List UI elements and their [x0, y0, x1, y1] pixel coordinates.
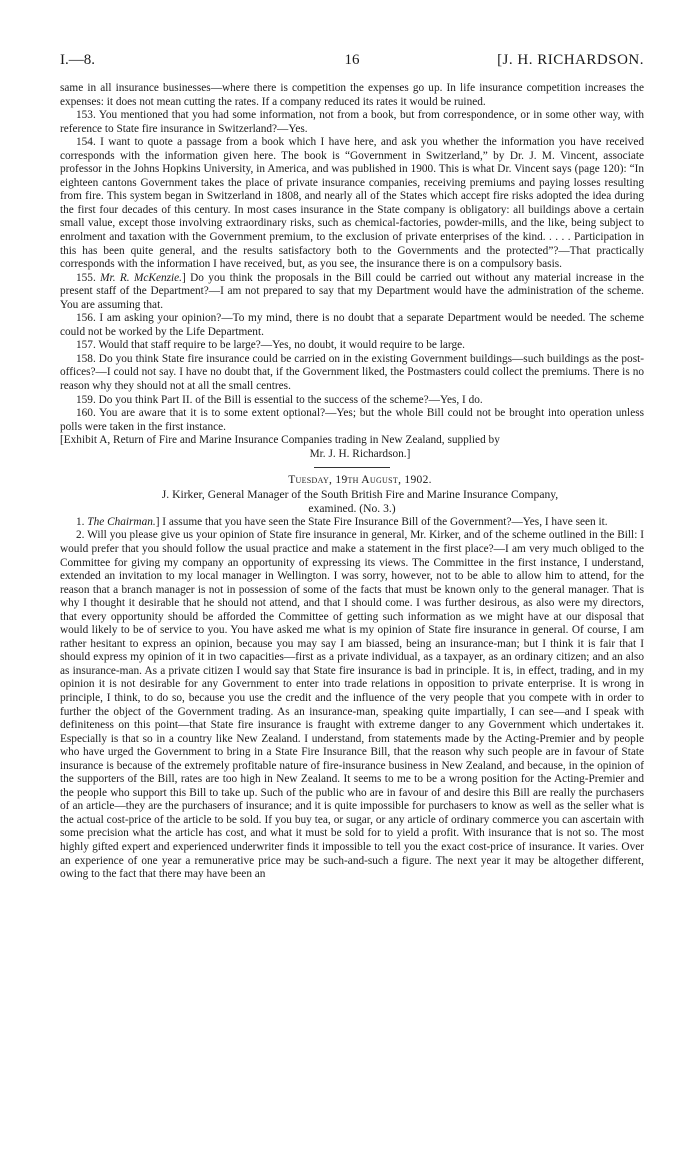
paragraph-q156: 156. I am asking your opinion?—To my mind, there is no doubt that a separate Department would be needed. The scheme could not be worked by the Life Department.	[60, 312, 644, 338]
speaker-name: The Chairman.	[87, 515, 156, 528]
paragraph-q160: 160. You are aware that it is to some extent optional?—Yes; but the whole Bill could not be brought into operation unless polls were taken in the first instance.	[60, 407, 644, 433]
paragraph-q153: 153. You mentioned that you had some information, not from a book, but from correspondence, or in some other way, with reference to State fire insurance in Switzerland?—Yes.	[60, 109, 644, 135]
witness-line: J. Kirker, General Manager of the South British Fire and Marine Insurance Company,	[161, 487, 559, 501]
paragraph-q1	[60, 516, 644, 530]
paragraph-q158: 158. Do you think State fire insurance could be carried on in the existing Government buildings—such buildings as the post-offices?—I could not say. I have no doubt that, if the Government liked, the Postmasters could collect the premiums. There is no reason why they should not at all the small centres.	[60, 352, 644, 393]
exhibit-note: [Exhibit A, Return of Fire and Marine Insurance Companies trading in New Zealand, supplied by	[60, 434, 500, 447]
paragraph-q155	[60, 272, 644, 313]
page-number: 16	[344, 52, 360, 68]
paragraph-q157: 157. Would that staff require to be large?—Yes, no doubt, it would require to be large.	[76, 339, 465, 352]
question-number: 155.	[76, 271, 101, 284]
page-header	[60, 52, 644, 82]
paragraph-q154: 154. I want to quote a passage from a book which I have here, and ask you whether the information you have received corresponds with the information given here. The book is “Government in Switzerland,” by Dr. J. M. Vincent, associate professor in the Johns Hopkins University, in America, and was published in 1900. This is what Dr. Vincent says (page 120): “In eighteen cantons Government takes the place of private insurance companies, receiving premiums and paying losses resulting from fire. This system began in Switzerland in 1808, and nearly all of the States which accept fire risks adopted the idea during the first four decades of this century. In most cases insurance in the State company is obligatory: all buildings above a certain small value, except those involving extraordinary risks, such as chemical-factories, powder-mills, and the like, being subject to enrolment and taxation with the Government premium, to the exclusion of private enterprises of the kind. . . . . Participation in this has been quite general, and the results satisfactory both to the Governments and the protected”?—That practically corresponds with the information I have received, but, as you see, the insurance there is on a compulsory basis.	[60, 136, 644, 271]
paragraph-text: ] I assume that you have seen the State Fire Insurance Bill of the Government?—Yes, I have seen it.	[155, 515, 608, 528]
exhibit-note-continued: Mr. J. H. Richardson.]	[309, 447, 411, 460]
witness-heading	[60, 488, 644, 516]
paragraph-text: ] Do you think the proposals in the Bill could be carried out without any material increase in the present staff of the Department?—I am not prepared to say that my Department would have the administration of the scheme. You are assuming that.	[60, 271, 644, 311]
body-text	[60, 82, 644, 882]
document-reference: I.—8.	[60, 52, 95, 68]
question-number: 1.	[76, 515, 88, 528]
paragraph-q159: 159. Do you think Part II. of the Bill is essential to the success of the scheme?—Yes, I do.	[76, 393, 483, 406]
session-date: Tuesday, 19th August, 1902.	[288, 474, 432, 487]
speaker-name: Mr. R. McKenzie.	[100, 271, 182, 284]
section-divider	[314, 467, 390, 468]
paragraph: same in all insurance businesses—where there is competition the expenses go up. In life insurance competition increases the expenses: it does not mean cutting the rates. If a company reduced its rates it would be ruined.	[60, 82, 644, 108]
witness-header: [J. H. RICHARDSON.	[497, 52, 644, 68]
paragraph-q2: 2. Will you please give us your opinion of State fire insurance in general, Mr. Kirker, and of the scheme outlined in the Bill: I would prefer that you should follow the usual practice and make a statement in the first place?—I am very much obliged to the Committee for giving my company an opportunity of expressing its views. The Committee in the first instance, I understand, extended an invitation to my local manager in Wellington. I was sorry, however, not to be able to allow him to attend, for the reason that a branch manager is not in possession of some of the facts that must be known only to the general manager. That is why I thought it desirable that he should not attend, and that I should come. I was further desirous, as also were my directors, that every opportunity should be afforded the Committee of getting such information as we might have at our disposal that would likely to be of service to you. You have asked me what is my opinion of State fire insurance in general. Of course, I am rather hesitant to express an opinion, because you may say I am biassed, being an insurance-man; but I think it is fair that I should express my opinion of it in two capacities—first as a private individual, as a taxpayer, as an ordinary citizen; and an also as insurance-man. As a private citizen I would say that State fire insurance is bad in principle. It is, in effect, trading, and in my opinion it is not desirable for any Government to enter into trade relations in opposition to private enterprise. It is wrong in principle, I think, to do so, because you use the credit and the influence of the very people that you compete with in order to further the object of the Government trading. As an insurance-man, speaking quite impartially, I can see—and I speak with definiteness on this point—that State fire insurance is fraught with extreme danger to any Government which undertakes it. Especially is that so in a country like New Zealand. I understand, from statements made by the Acting-Premier and by people who have urged the Government to bring in a State Fire Insurance Bill, that the reason why such people are in favour of State insurance is because of the extremely profitable nature of fire-insurance business in New Zealand, and because, in the opinion of the supporters of the Bill, rates are too high in New Zealand. It seems to me to be a wrong position for the Acting-Premier and the people who support this Bill to take up. Such of the public who are in favour of and desire this Bill are really the purchasers of an article—they are the purchasers of insurance; and it is quite impossible for purchasers to know as well as the seller what is the actual cost-price of the article to be sold. If you buy tea, or sugar, or any article of ordinary commerce you can ascertain with some precision what the article has cost, and what it must be sold for to yield a profit. With insurance that is not so. The most highly gifted expert and experienced underwriter finds it impossible to tell you the exact cost-price of insurance. It varies. Over an experience of one year a remunerative price may be such-and-such a figure. The next year it may be altogether different, owing to the fact that there may have been an	[60, 529, 644, 881]
witness-line-2: examined. (No. 3.)	[308, 501, 396, 515]
